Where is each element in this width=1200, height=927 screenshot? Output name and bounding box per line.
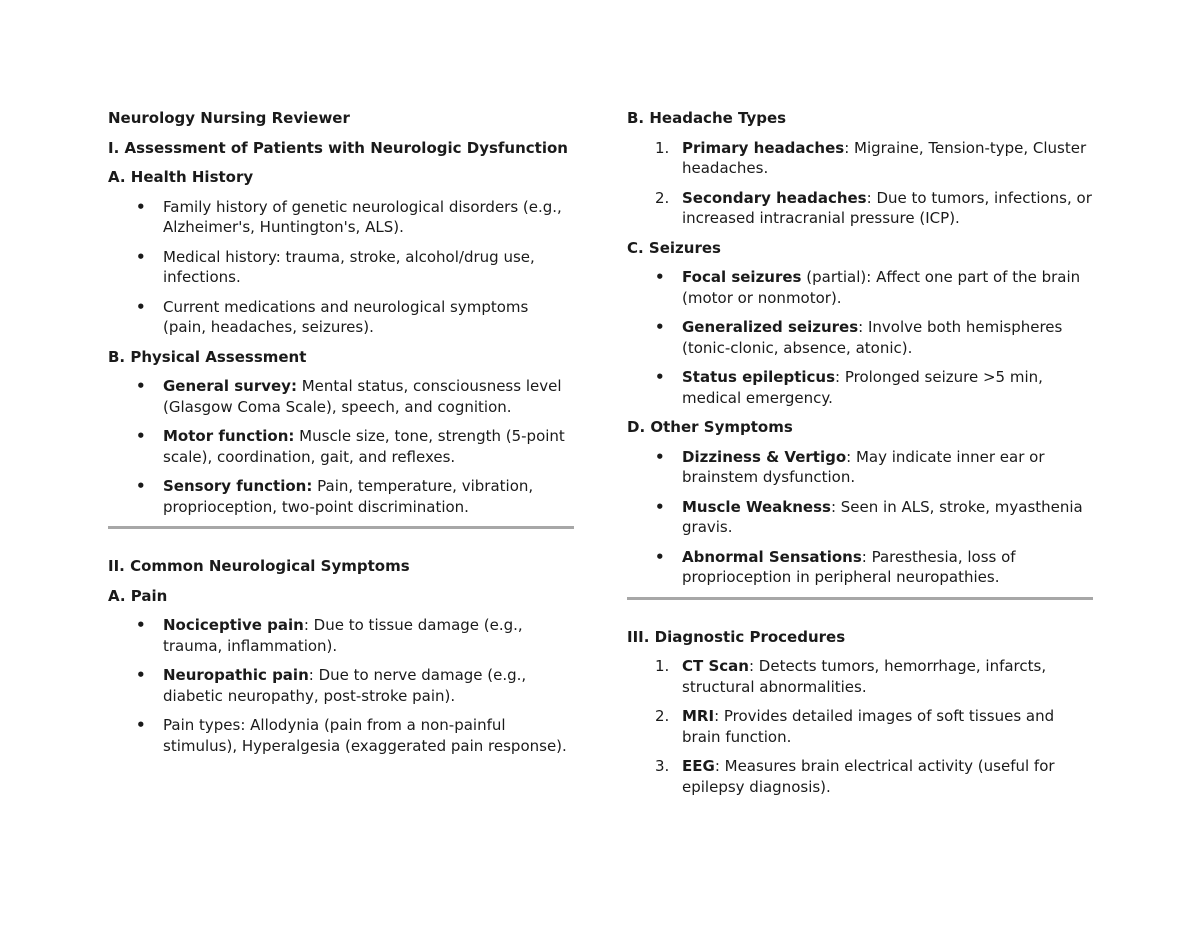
bullet-icon: •	[655, 318, 665, 336]
item-label: Generalized seizures	[682, 318, 859, 336]
item-text: : Prolonged seizure >5 min, medical emergency.	[682, 368, 1043, 407]
list-item	[627, 317, 1093, 358]
bullet-icon: •	[136, 666, 146, 684]
bullet-icon: •	[655, 368, 665, 386]
item-number: 1.	[655, 138, 670, 157]
bullet-icon: •	[136, 427, 146, 445]
item-label: Sensory function:	[163, 477, 313, 495]
bullet-icon: •	[136, 616, 146, 634]
list-item	[627, 656, 1093, 697]
item-text: : Measures brain electrical activity (useful for epilepsy diagnosis).	[682, 757, 1055, 796]
list-item	[627, 706, 1093, 747]
bullet-icon: •	[655, 497, 665, 516]
item-label: General survey:	[163, 377, 297, 395]
health-history-list	[108, 197, 574, 338]
list-item	[108, 665, 574, 706]
health-history-title: A. Health History	[108, 168, 254, 186]
item-number: 1.	[655, 657, 670, 675]
section-diagnostics-title: III. Diagnostic Procedures	[627, 627, 846, 646]
seizures-list	[627, 267, 1093, 408]
other-symptoms-title: D. Other Symptoms	[627, 418, 793, 436]
physical-assessment-title: B. Physical Assessment	[108, 347, 307, 366]
bullet-icon: •	[136, 377, 146, 395]
list-item	[627, 267, 1093, 308]
item-text: : Paresthesia, loss of proprioception in peripheral neuropathies.	[682, 547, 1016, 586]
right-column	[627, 108, 1093, 797]
item-text: : May indicate inner ear or brainstem dysfunction.	[682, 447, 1045, 486]
item-text: : Due to nerve damage (e.g., diabetic neuropathy, post-stroke pain).	[163, 666, 527, 705]
list-item	[627, 497, 1093, 538]
item-text: : Due to tissue damage (e.g., trauma, inflammation).	[163, 616, 523, 655]
item-label: Abnormal Sensations	[682, 547, 862, 566]
seizures-title: C. Seizures	[627, 238, 721, 257]
list-item	[108, 615, 574, 656]
item-label: Secondary headaches	[682, 188, 867, 207]
list-item: • Medical history: trauma, stroke, alcohol/drug use, infections.	[136, 247, 535, 286]
pain-list	[108, 615, 574, 756]
item-label: Neuropathic pain	[163, 666, 309, 684]
item-number: 3.	[655, 757, 670, 775]
item-number: 2.	[655, 707, 670, 725]
item-text: Pain types: Allodynia (pain from a non-painful stimulus), Hyperalgesia (exaggerated pain response).	[163, 716, 567, 755]
list-item	[108, 476, 574, 517]
list-item	[108, 715, 574, 756]
item-label: Primary headaches	[682, 138, 845, 157]
document-title: Neurology Nursing Reviewer	[108, 109, 350, 127]
item-text: : Seen in ALS, stroke, myasthenia gravis.	[682, 497, 1083, 536]
item-text: : Due to tumors, infections, or increased intracranial pressure (ICP).	[682, 188, 1092, 227]
headache-types-list	[627, 138, 1093, 229]
physical-assessment-list	[108, 376, 574, 517]
pain-title: A. Pain	[108, 586, 168, 605]
item-label: Dizziness & Vertigo	[682, 447, 847, 466]
item-number: 2.	[655, 188, 670, 207]
item-label: CT Scan	[682, 657, 749, 675]
item-text: : Involve both hemispheres (tonic-clonic, absence, atonic).	[682, 318, 1063, 357]
item-label: Status epilepticus	[682, 368, 836, 386]
other-symptoms-list	[627, 447, 1093, 588]
bullet-icon: •	[136, 297, 146, 316]
item-label: EEG	[682, 757, 715, 775]
list-item: • Current medications and neurological symptoms (pain, headaches, seizures).	[136, 297, 529, 336]
item-text: : Detects tumors, hemorrhage, infarcts, structural abnormalities.	[682, 657, 1047, 696]
bullet-icon: •	[136, 716, 146, 734]
list-item: • Family history of genetic neurological disorders (e.g., Alzheimer's, Huntington's, ALS).	[136, 197, 562, 236]
list-item	[627, 188, 1093, 229]
item-text: (partial): Affect one part of the brain (motor or nonmotor).	[682, 268, 1081, 307]
item-text: : Provides detailed images of soft tissues and brain function.	[682, 707, 1055, 746]
bullet-icon: •	[655, 447, 665, 466]
item-text: Mental status, consciousness level (Glasgow Coma Scale), speech, and cognition.	[163, 377, 562, 416]
bullet-icon: •	[655, 547, 665, 566]
item-label: Focal seizures	[682, 268, 802, 286]
list-item	[627, 756, 1093, 797]
bullet-icon: •	[655, 268, 665, 286]
item-text: Pain, temperature, vibration, proprioception, two-point discrimination.	[163, 477, 534, 516]
section-symptoms-title: II. Common Neurological Symptoms	[108, 557, 410, 575]
list-item	[627, 138, 1093, 179]
item-label: Motor function:	[163, 427, 295, 445]
item-text: : Migraine, Tension-type, Cluster headaches.	[682, 138, 1087, 177]
list-item	[627, 367, 1093, 408]
item-text: Muscle size, tone, strength (5-point scale), coordination, gait, and reflexes.	[163, 427, 565, 466]
item-label: MRI	[682, 707, 715, 725]
section-assessment-title: I. Assessment of Patients with Neurologic Dysfunction	[108, 138, 568, 157]
left-column	[108, 108, 574, 756]
item-label: Muscle Weakness	[682, 497, 831, 516]
list-item	[108, 376, 574, 417]
bullet-icon: •	[136, 477, 146, 495]
list-item	[108, 426, 574, 467]
item-label: Nociceptive pain	[163, 616, 304, 634]
list-item	[627, 447, 1093, 488]
headache-types-title: B. Headache Types	[627, 109, 787, 127]
diagnostics-list	[627, 656, 1093, 797]
list-item	[627, 547, 1093, 588]
bullet-icon: •	[136, 197, 146, 216]
bullet-icon: •	[136, 247, 146, 266]
